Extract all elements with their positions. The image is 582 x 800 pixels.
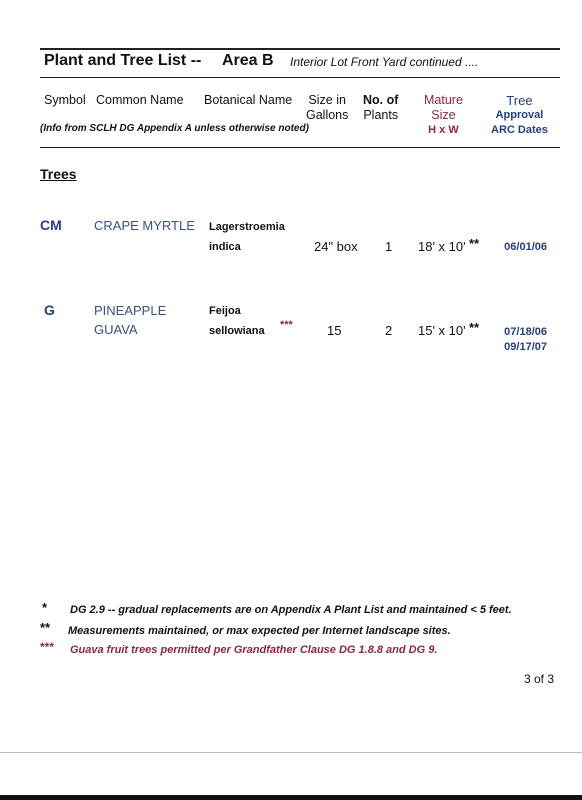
row-symbol: G xyxy=(44,302,55,318)
footnote-1-mark: * xyxy=(42,600,48,615)
row-botanical-name-line1: Lagerstroemia xyxy=(209,221,285,233)
col-header-size xyxy=(306,93,348,123)
row-approval-date: 06/01/06 xyxy=(504,241,547,253)
footnote-1-text: DG 2.9 -- gradual replacements are on Appendix A Plant List and maintained < 5 feet. xyxy=(70,604,512,616)
row-size: 15 xyxy=(327,323,342,338)
section-title-trees: Trees xyxy=(40,166,77,182)
row-symbol: CM xyxy=(40,217,62,233)
info-note: (Info from SCLH DG Appendix A unless otherwise noted) xyxy=(40,123,309,134)
footnote-2-mark: ** xyxy=(40,620,51,635)
row-count: 1 xyxy=(385,239,393,254)
header-rule xyxy=(40,147,560,148)
row-size: 24" box xyxy=(314,239,358,254)
row-mature-size: 15' x 10' xyxy=(418,323,466,338)
footnote-3-mark: *** xyxy=(40,640,55,654)
row-common-name-line2: GUAVA xyxy=(94,322,138,337)
col-header-count-line2: Plants xyxy=(363,108,399,122)
col-header-tree-line2: Approval xyxy=(495,109,544,121)
col-header-mature-line2: Size xyxy=(431,108,456,122)
bottom-rule xyxy=(0,752,582,753)
col-header-botanical: Botanical Name xyxy=(204,93,293,107)
row-mature-size: 18' x 10' xyxy=(418,239,466,254)
col-header-mature-line1: Mature xyxy=(424,93,463,107)
col-header-mature-line3: H x W xyxy=(428,124,459,136)
page-subtitle: Interior Lot Front Yard continued .... xyxy=(290,55,479,69)
col-header-count xyxy=(363,93,398,123)
row-approval-date-1: 07/18/06 xyxy=(504,326,547,338)
bottom-edge xyxy=(0,795,582,800)
area-label: Area B xyxy=(222,52,274,69)
title-rule xyxy=(40,77,560,78)
footnote-2-text: Measurements maintained, or max expected per Internet landscape sites. xyxy=(68,625,451,637)
col-header-count-line1: No. of xyxy=(363,93,399,107)
col-header-tree-line1: Tree xyxy=(506,93,533,108)
row-mature-mark: ** xyxy=(469,236,480,251)
row-count: 2 xyxy=(385,323,393,338)
col-header-size-line2: Gallons xyxy=(306,108,349,122)
footnote-3-text: Guava fruit trees permitted per Grandfather Clause DG 1.8.8 and DG 9. xyxy=(70,644,438,656)
row-botanical-name-line2: sellowiana xyxy=(209,325,265,337)
row-mature-mark: ** xyxy=(469,320,480,335)
row-botanical-name-line1: Feijoa xyxy=(209,305,241,317)
top-rule xyxy=(40,48,560,50)
row-approval-date-2: 09/17/07 xyxy=(504,341,547,353)
col-header-symbol: Symbol xyxy=(44,93,86,107)
page-number: 3 of 3 xyxy=(523,672,554,686)
col-header-tree-line3: ARC Dates xyxy=(491,124,548,136)
row-botanical-name-line2: indica xyxy=(209,241,241,253)
col-header-mature xyxy=(424,93,463,138)
col-header-common: Common Name xyxy=(96,93,184,107)
row-common-name: CRAPE MYRTLE xyxy=(94,218,195,233)
row-botanical-mark: *** xyxy=(280,319,293,331)
col-header-size-line1: Size in xyxy=(308,93,346,107)
col-header-tree xyxy=(491,93,548,138)
row-common-name-line1: PINEAPPLE xyxy=(94,303,167,318)
page-title: Plant and Tree List -- xyxy=(44,52,202,69)
